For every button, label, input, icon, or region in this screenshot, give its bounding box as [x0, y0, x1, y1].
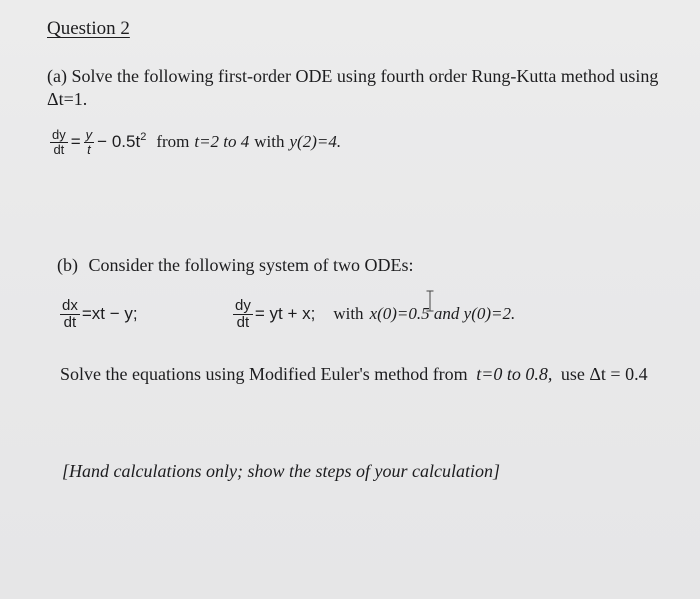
- part-b-equation-2: [233, 298, 515, 331]
- part-a-line1: [47, 66, 658, 87]
- part-b-intro: Consider the following system of two ODEs:: [88, 255, 414, 275]
- text-cursor-icon: [425, 290, 435, 312]
- part-b-label: (b): [57, 255, 78, 275]
- equals-sign: =: [70, 132, 81, 152]
- dy-dt-fraction: $\frac{dy}{dt}$: [52, 127, 66, 157]
- exponent: 2: [140, 131, 147, 144]
- y-over-t-fraction: $\frac{y}{t}$: [85, 127, 93, 157]
- part-b-initial-conditions: x(0)=0.5 and y(0)=2.: [369, 304, 516, 324]
- part-a-line2: Δt=1.: [47, 89, 88, 109]
- solve-step: use Δt = 0.4: [560, 364, 648, 384]
- part-b-equation-1: [60, 298, 138, 331]
- with-word-b: with: [333, 304, 364, 324]
- instruction-note: [Hand calculations only; show the steps of your calculation]: [62, 461, 500, 481]
- dy-dt-fraction-b: $\frac{dy}{dt}$: [235, 297, 251, 331]
- equation-term: − 0.5t: [97, 132, 141, 152]
- part-a-text: Solve the following first-order ODE using fourth order Rung-Kutta method using: [71, 66, 659, 86]
- part-a-label: (a): [47, 66, 67, 86]
- part-a-initial-condition: y(2)=4.: [289, 132, 342, 152]
- part-a-range: t=2 to 4: [194, 132, 250, 152]
- from-word: from: [156, 132, 190, 152]
- part-a-equation: [50, 128, 341, 156]
- equation-1-rhs: =xt − y;: [81, 304, 138, 324]
- part-b-intro-line: [57, 255, 413, 276]
- equation-2-rhs: = yt + x;: [254, 304, 316, 324]
- with-word: with: [254, 132, 285, 152]
- solve-range: t=0 to 0.8,: [476, 364, 553, 384]
- solve-text: Solve the equations using Modified Euler's method from: [60, 364, 468, 384]
- question-title: Question 2: [47, 18, 130, 39]
- dx-dt-fraction: $\frac{dx}{dt}$: [62, 297, 78, 331]
- part-b-solve-line: [60, 364, 648, 385]
